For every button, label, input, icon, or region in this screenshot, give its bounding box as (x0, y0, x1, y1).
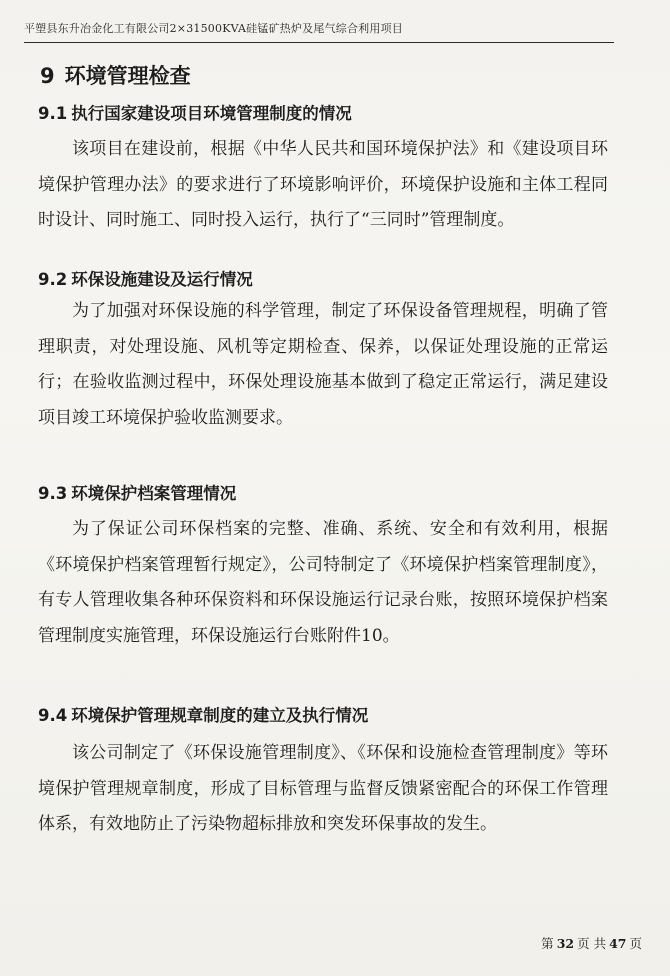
section-title (40, 60, 191, 90)
paragraph-9-1: 该项目在建设前，根据《中华人民共和国环境保护法》和《建设项目环境保护管理办法》的要求进行了环境影响评价，环境保护设施和主体工程同时设计、同时施工、同时投入运行，执行了“三同时”管理制度。 (38, 139, 608, 230)
subsection-title: 环境保护管理规章制度的建立及执行情况 (71, 706, 369, 725)
page-number (541, 934, 642, 952)
paragraph-9-2: 为了加强对环保设施的科学管理，制定了环保设备管理规程，明确了管理职责，对处理设施、风机等定期检查、保养，以保证处理设施的正常运行；在验收监测过程中，环保处理设施基本做到了稳定正常运行，满足建设项目竣工环境保护验收监测要求。 (38, 301, 608, 428)
subsection-heading-9-4 (38, 702, 368, 726)
subsection-heading-9-1 (38, 100, 352, 124)
subsection-number: 9.4 (38, 706, 68, 725)
page-total: 47 (609, 936, 627, 951)
page-number-prefix: 第 (541, 936, 554, 951)
subsection-heading-9-2 (38, 266, 253, 290)
subsection-title: 环境保护档案管理情况 (71, 484, 237, 503)
section-number: 9 (40, 64, 55, 88)
subsection-heading-9-3 (38, 480, 236, 504)
subsection-number: 9.1 (38, 104, 68, 123)
subsection-number: 9.3 (38, 484, 68, 503)
page-number-middle: 页 共 (577, 936, 607, 951)
running-header: 平塑县东升冶金化工有限公司2×31500KVA硅锰矿热炉及尾气综合利用项目 (24, 20, 614, 43)
page-number-suffix: 页 (629, 936, 642, 951)
section-title-text: 环境管理检查 (64, 64, 191, 88)
subsection-title: 执行国家建设项目环境管理制度的情况 (71, 104, 352, 123)
paragraph-9-4: 该公司制定了《环保设施管理制度》、《环保和设施检查管理制度》等环境保护管理规章制度，形成了目标管理与监督反馈紧密配合的环保工作管理体系，有效地防止了污染物超标排放和突发环保事故的发生。 (38, 743, 608, 834)
subsection-number: 9.2 (38, 270, 68, 289)
subsection-title: 环保设施建设及运行情况 (71, 270, 253, 289)
page-current: 32 (556, 936, 575, 951)
paragraph-9-3: 为了保证公司环保档案的完整、准确、系统、安全和有效利用，根据《环境保护档案管理暂行规定》，公司特制定了《环境保护档案管理制度》，有专人管理收集各种环保资料和环保设施运行记录台账，按照环境保护档案管理制度实施管理，环保设施运行台账附件10。 (38, 519, 608, 646)
